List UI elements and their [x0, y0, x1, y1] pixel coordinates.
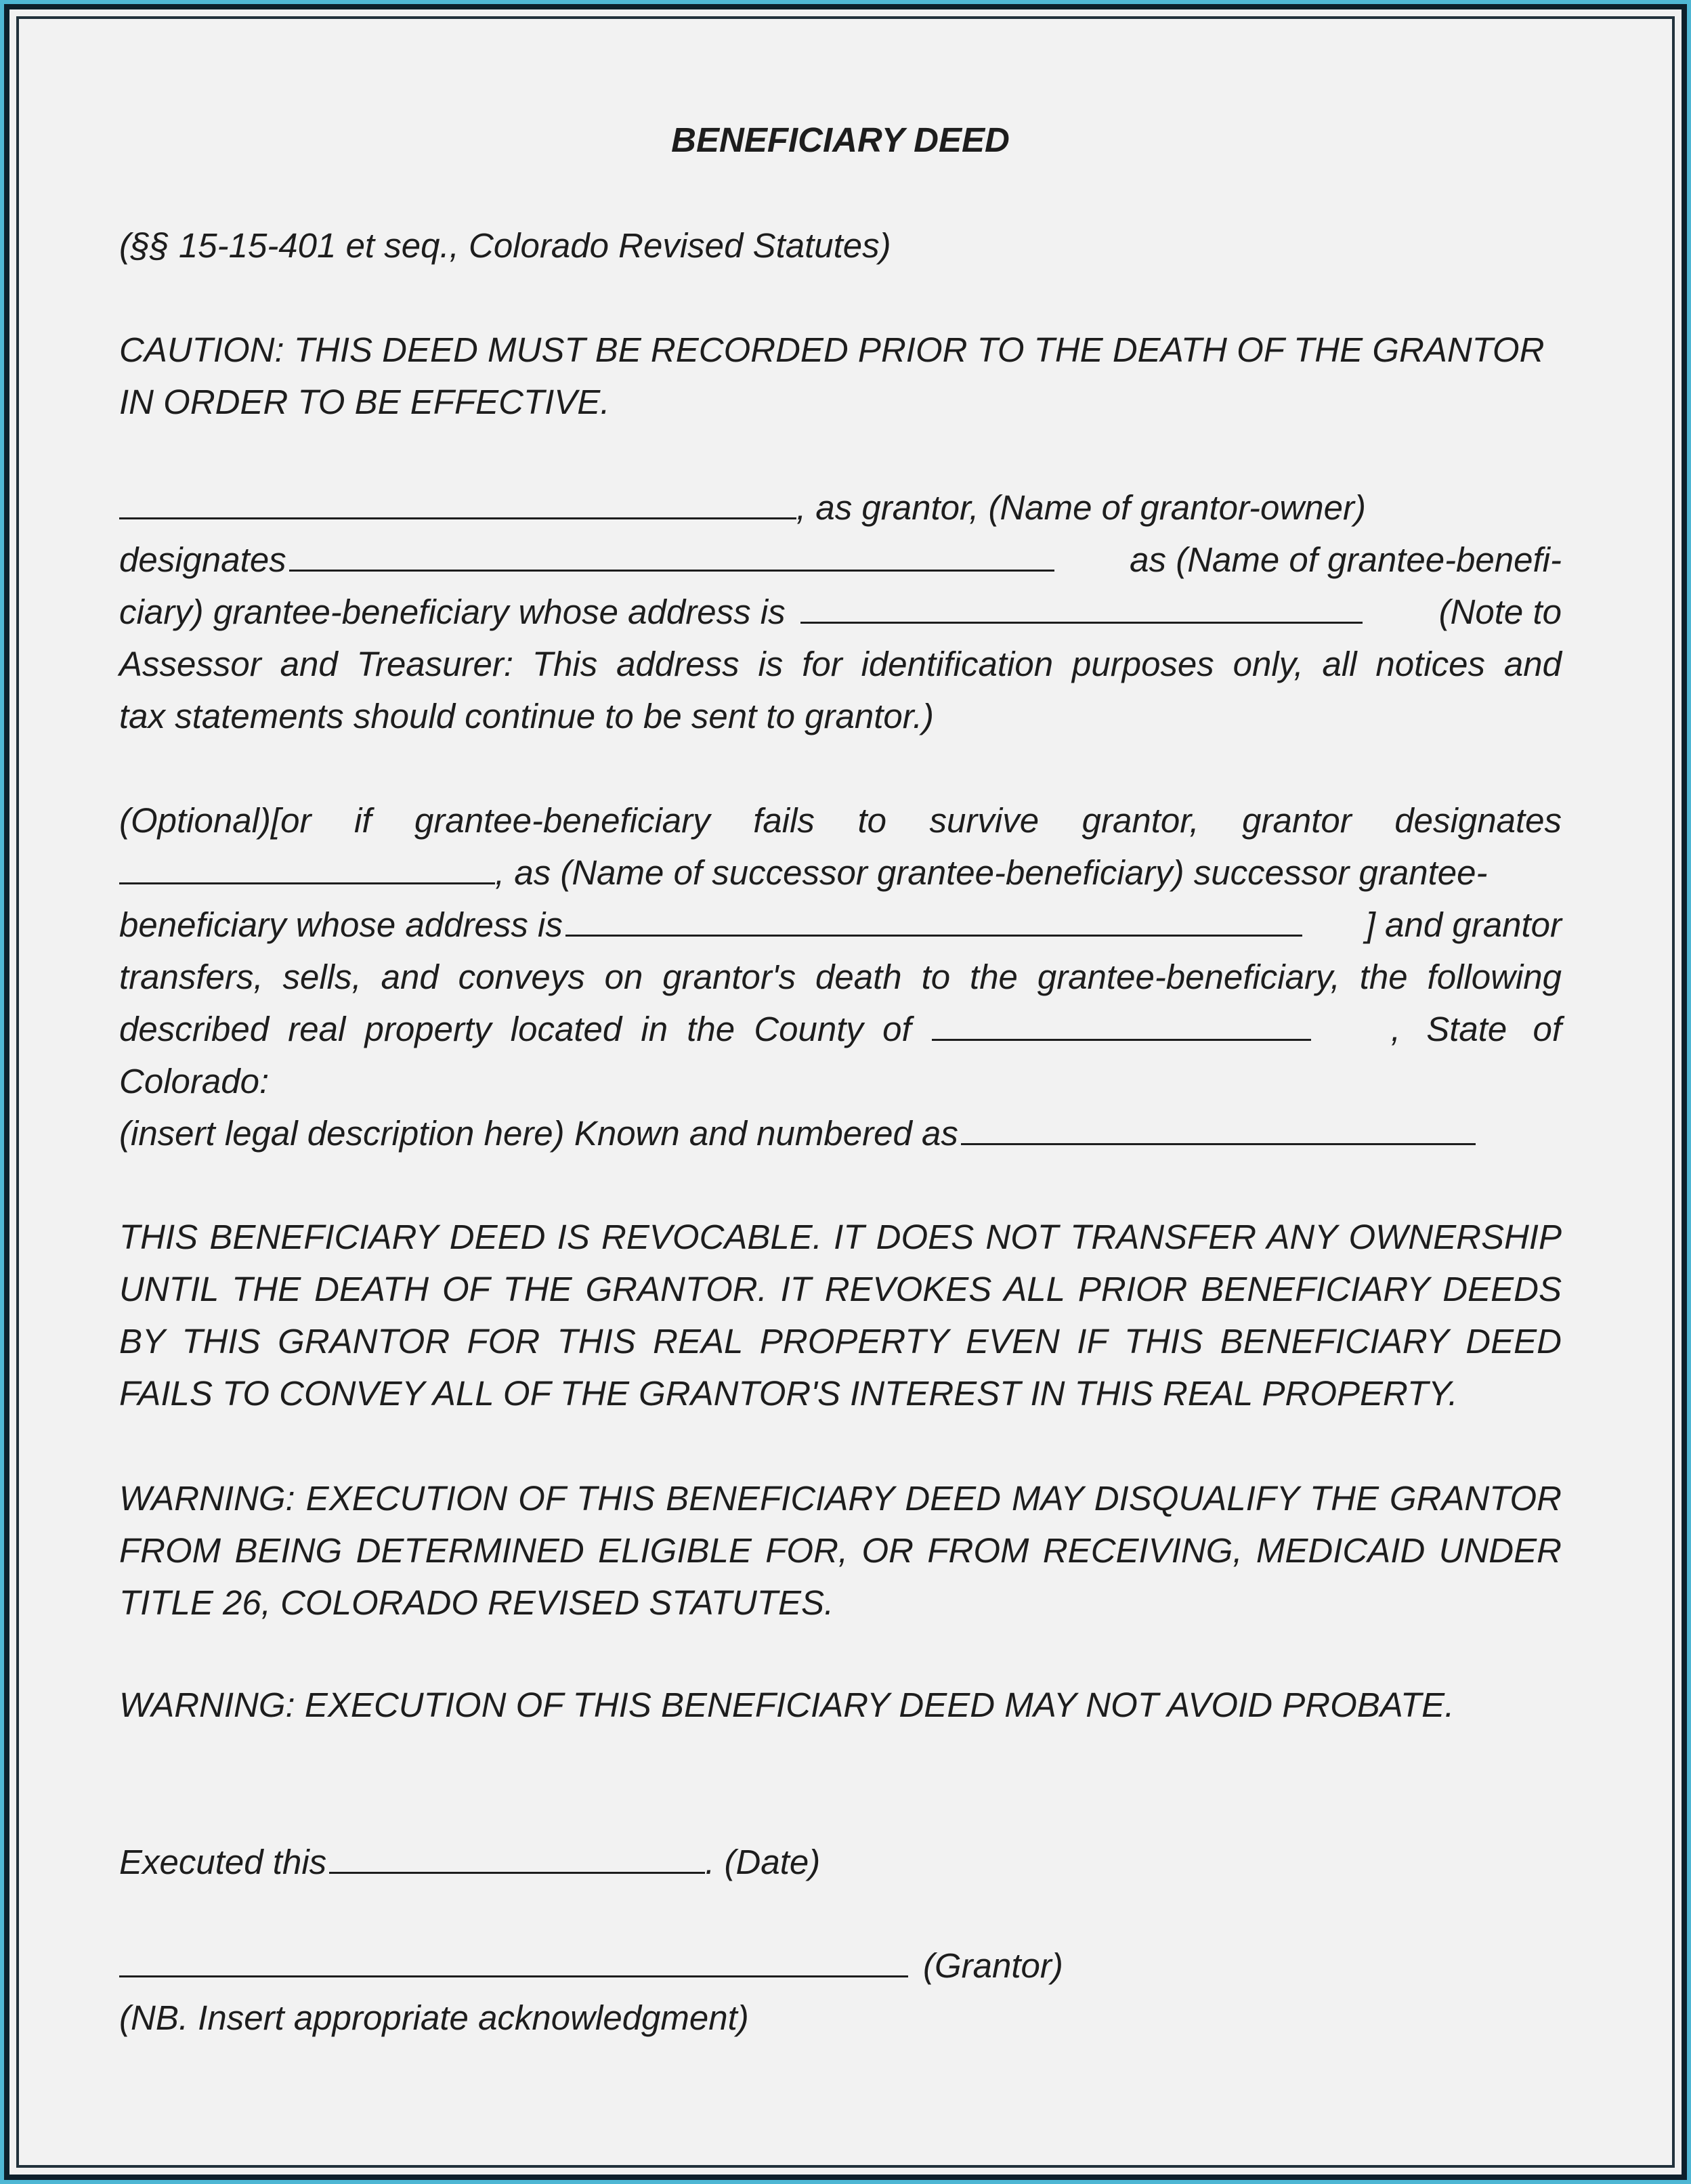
- revocable-notice: THIS BENEFICIARY DEED IS REVOCABLE. IT DOES NOT TRANSFER ANY OWNERSHIP UNTIL THE DEATH OF THE GRANTOR. IT REVOKES ALL PRIOR BENEFICIARY DEEDS BY THIS GRANTOR FOR THIS REAL PROPERTY EVEN IF THIS BENEFICIARY DEED FAILS TO CONVEY ALL OF THE GRANTOR'S INTEREST IN THIS REAL PROPERTY.: [119, 1218, 1562, 1413]
- optional-successor-paragraph: (Optional)[or if grantee-beneficiary fails to survive grantor, grantor designates , as (Name of successor grantee-beneficiary) successor grantee- beneficiary whose address is ] and grantor transfers, sells, and conveys on grantor's death to the grantee-beneficiary, the following described real property located in the County of , State of Colorado: (insert legal description here) Known and numbered as: [119, 801, 1562, 1153]
- probate-warning: WARNING: EXECUTION OF THIS BENEFICIARY DEED MAY NOT AVOID PROBATE.: [119, 1686, 1455, 1724]
- grantee-beneficiary-name-field[interactable]: [289, 536, 1054, 572]
- execution-date-line: Executed this . (Date): [119, 1836, 1562, 1888]
- caution-paragraph: CAUTION: THIS DEED MUST BE RECORDED PRIOR TO THE DEATH OF THE GRANTOR IN ORDER TO BE EFFECTIVE.: [119, 330, 1545, 421]
- grantor-paragraph: , as grantor, (Name of grantor-owner) designates as (Name of grantee-benefi- ciary) grantee-beneficiary whose address is (Note to Assessor and Treasurer: This address is for identification purposes only, all notices and tax statements should continue to be sent to grantor.): [119, 481, 1562, 742]
- grantor-signature-field[interactable]: [119, 1942, 908, 1977]
- document-title: BENEFICIARY DEED: [671, 121, 1010, 159]
- statute-reference: (§§ 15-15-401 et seq., Colorado Revised Statutes): [119, 226, 891, 265]
- successor-grantee-address-field[interactable]: [565, 901, 1302, 937]
- grantor-signature-block: (Grantor) (NB. Insert appropriate acknowledgment): [119, 1940, 1562, 2044]
- county-field[interactable]: [932, 1005, 1311, 1041]
- execution-date-field[interactable]: [329, 1838, 705, 1874]
- medicaid-warning: WARNING: EXECUTION OF THIS BENEFICIARY DEED MAY DISQUALIFY THE GRANTOR FROM BEING DETERMINED ELIGIBLE FOR, OR FROM RECEIVING, MEDICAID UNDER TITLE 26, COLORADO REVISED STATUTES.: [119, 1479, 1562, 1622]
- grantee-beneficiary-address-field[interactable]: [800, 588, 1363, 624]
- grantor-name-field[interactable]: [119, 484, 796, 519]
- known-and-numbered-as-field[interactable]: [961, 1109, 1476, 1145]
- successor-grantee-name-field[interactable]: [119, 849, 495, 884]
